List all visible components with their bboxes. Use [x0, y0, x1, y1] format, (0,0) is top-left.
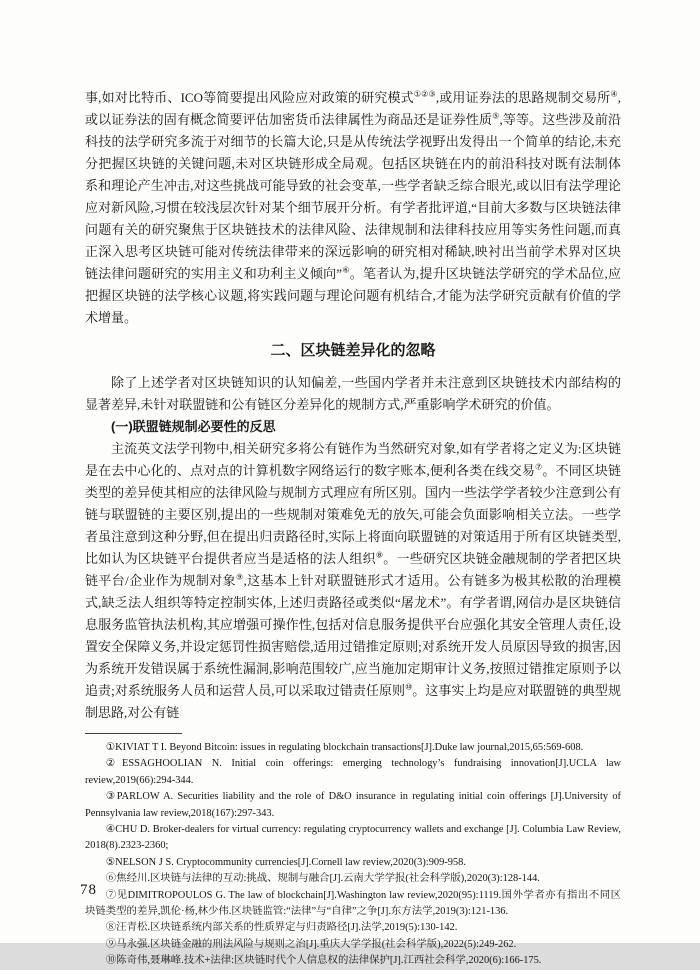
footnote-7: ⑦见DIMITROPOULOS G. The law of blockchain[J].Washington law review,2020(95):1119.国外学者亦有指出不同区块链类型的差异,凯伦·杨,林少伟.区块链监管:“法律”与“自律”之争[J].东方法学,2019(3):121-136. — [85, 889, 621, 918]
section-heading: 二、区块链差异化的忽略 — [270, 342, 436, 359]
article-body — [85, 87, 621, 724]
footnote-8: ⑧汪青松.区块链系统内部关系的性质界定与归责路径[J].法学,2019(5):130-142. — [105, 922, 458, 934]
footnote-9: ⑨马永强.区块链金融的刑法风险与规则之治[J].重庆大学学报(社会科学版),2022(5):249-262. — [105, 938, 517, 950]
subsection-heading: (一)联盟链规制必要性的反思 — [111, 419, 276, 434]
footnote-6: ⑥焦经川.区块链与法律的互动:挑战、规制与融合[J].云南大学学报(社会科学版),2020(3):128-144. — [105, 873, 540, 885]
page-number: 78 — [80, 882, 97, 898]
footnote-4: ④CHU D. Broker-dealers for virtual currency: regulating cryptocurrency wallets and exchange [J]. Columbia Law Review, 2018(8).2323-2360; — [85, 824, 621, 852]
subsection-paragraph: 主流英文法学刊物中,相关研究多将公有链作为当然研究对象,如有学者将之定义为:区块链是在去中心化的、点对点的计算机数字网络运行的数字账本,便利各类在线交易⑦。不同区块链类型的差异使其相应的法律风险与规制方式理应有所区别。国内一些法学学者较少注意到公有链与联盟链的主要区别,提出的一些规制对策难免无的放矢,可能会负面影响相关立法。一些学者虽注意到这种分野,但在提出归责路径时,实际上将面向联盟链的对策适用于所有区块链类型,比如认为区块链平台提供者应当是适格的法人组织⑧。一些研究区块链金融规制的学者把区块链平台/企业作为规制对象⑨,这基本上针对联盟链形式才适用。公有链多为极其松散的治理模式,缺乏法人组织等特定控制实体,上述归责路径或类似“屠龙术”。有学者谓,网信办是区块链信息服务监管执法机构,其应增强可操作性,包括对信息服务提供平台应强化其安全管理人责任,设置安全保障义务,并设定惩罚性损害赔偿,适用过错推定原则;对系统开发人员原因导致的损害,因为系统开发错误属于系统性漏洞,影响范围较广,应当施加定期审计义务,按照过错推定原则予以追责;对系统服务人员和运营人员,可以采取过错责任原则⑩。这事实上均是应对联盟链的典型规制思路,对公有链 — [85, 441, 621, 720]
footnote-10: ⑩陈奇伟,聂琳峰.技术+法律:区块链时代个人信息权的法律保护[J].江西社会科学,2020(6):166-175. — [105, 955, 542, 967]
footnote-3: ③PARLOW A. Securities liability and the role of D&O insurance in regulating initial coin offerings [J].University of Pennsylvania law review,2018(167):297-343. — [85, 791, 621, 819]
footnote-1: ①KIVIAT T I. Beyond Bitcoin: issues in regulating blockchain transactions[J].Duke law journal,2015,65:569-608. — [105, 742, 584, 753]
footnote-separator — [85, 733, 182, 734]
footnote-2: ②ESSAGHOOLIAN N. Initial coin offerings: emerging technology’s fundraising innovation[J].UCLA law review,2019(66):294-344. — [85, 758, 621, 786]
footnotes-list — [85, 740, 621, 970]
section-intro-paragraph: 除了上述学者对区块链知识的认知偏差,一些国内学者并未注意到区块链技术内部结构的显著差异,未针对联盟链和公有链区分差异化的规制方式,严重影响学术研究的价值。 — [85, 375, 621, 412]
footnote-5: ⑤NELSON J S. Cryptocommunity currencies[J].Cornell law review,2020(3):909-958. — [105, 856, 466, 868]
continued-paragraph: 事,如对比特币、ICO等简要提出风险应对政策的研究模式①②③,或用证券法的思路规制交易所④,或以证券法的固有概念简要评估加密货币法律属性为商品还是证券性质⑤,等等。这些涉及前沿科技的法学研究多流于对细节的长篇大论,只是从传统法学视野出发得出一个简单的结论,未充分把握区块链的关键问题,未对区块链形成全局观。包括区块链在内的前沿科技对既有法制体系和理论产生冲击,对这些挑战可能导致的社会变革,一些学者缺乏综合眼光,或以旧有法学理论应对新风险,习惯在较浅层次针对某个细节展开分析。有学者批评道,“目前大多数与区块链法律问题有关的研究聚焦于区块链技术的法律风险、法律规制和法律科技应用等实务性问题,而真正深入思考区块链可能对传统法律带来的深远影响的研究相对稀缺,映衬出当前学术界对区块链法律问题研究的实用主义和功利主义倾向”⑥。笔者认为,提升区块链法学研究的学术品位,应把握区块链的法学核心议题,将实践问题与理论问题有机结合,才能为法学研究贡献有价值的学术增量。 — [85, 89, 622, 325]
